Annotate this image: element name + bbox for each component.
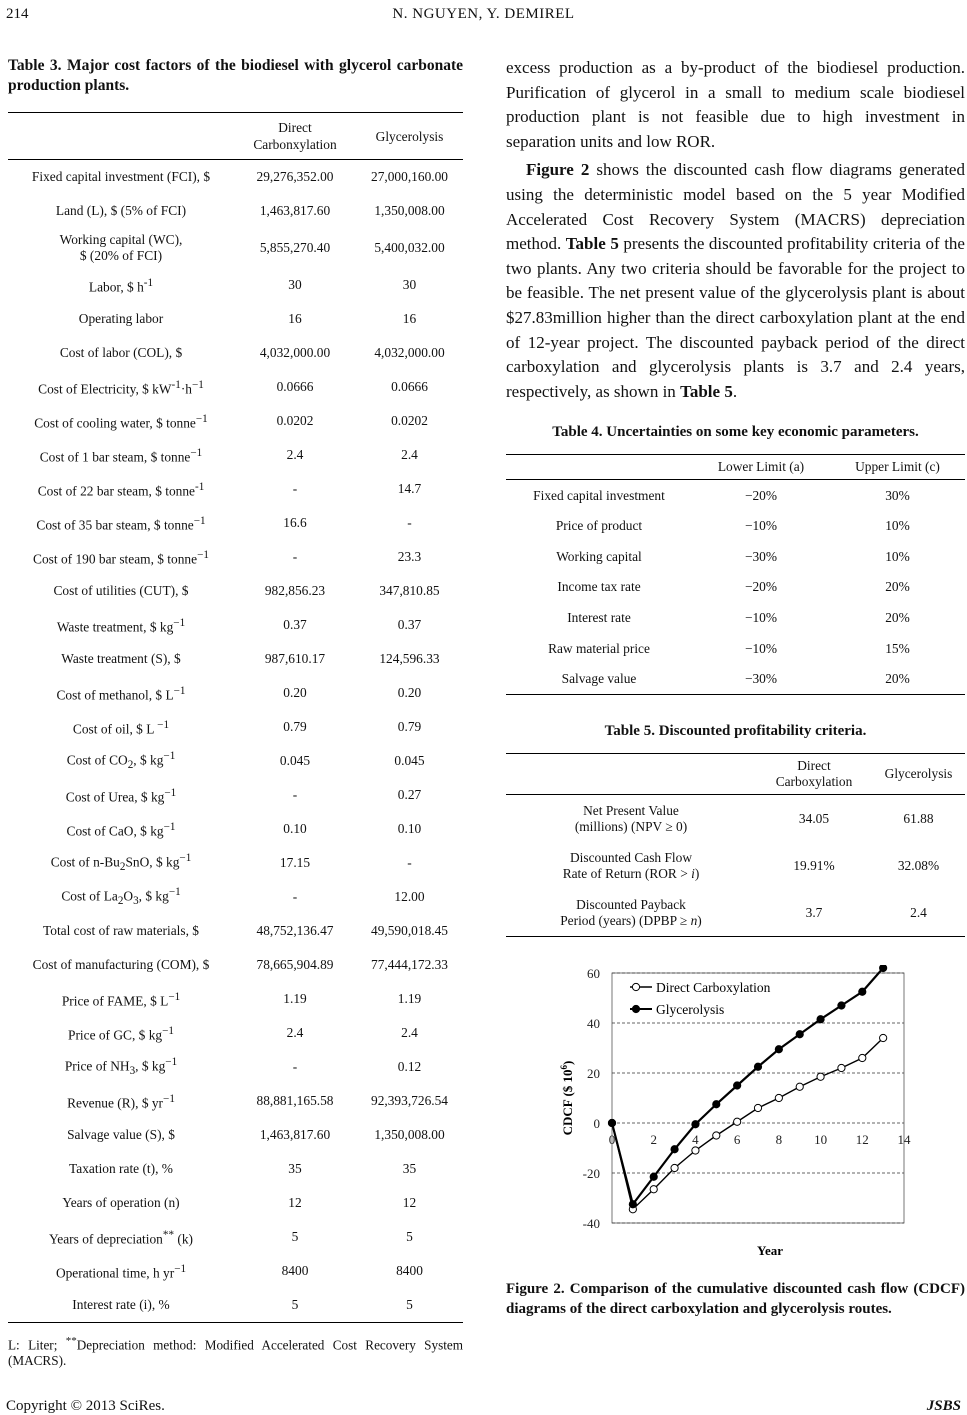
cost-factor-label: Operational time, h $yr^{-1}$ bbox=[55, 1262, 187, 1281]
data-point bbox=[608, 1120, 615, 1127]
direct-value: 0.0202 bbox=[276, 413, 314, 428]
body-paragraph-2: Figure 2 shows the discounted cash flow diagrams generated using the deterministic model based on the 5 year Modified Accelerated Cost Recovery System (MACRS) depreciation method. Table 5 presents the discounted profitability criteria of the two plants. Any two criteria should be favorable for the project to be feasible. The net present value of the glycerolysis plant is about $27.83million higher than the direct carboxylation plant at the end of 12-year project. The discounted payback period of the direct carboxylation and glycerolysis plants is 3.7 and 2.4 years, respectively, as shown in Table 5. bbox=[506, 160, 965, 401]
glycerolysis-value: 0.045 bbox=[394, 753, 425, 768]
direct-value: 0.045 bbox=[279, 753, 311, 768]
cost-factor-label: Cost of manufacturing (COM), $ bbox=[32, 957, 210, 972]
cost-factor-label: Labor, $ $h^{-1}$ bbox=[88, 276, 154, 295]
table4-header-lower: Lower Limit (a) bbox=[717, 459, 805, 475]
glycerolysis-value: 61.88 bbox=[903, 810, 934, 826]
cost-factor-label: Waste treatment, $ $kg^{-1}$ bbox=[56, 616, 186, 635]
cost-factor-label: Cost of oil, $ L $^{-1}$ bbox=[72, 718, 170, 737]
cost-factor-label: Working capital (WC), $ (20% of FCI) bbox=[59, 232, 183, 263]
direct-value: - bbox=[292, 481, 298, 496]
direct-value: 1,463,817.60 bbox=[259, 203, 331, 218]
table-row bbox=[8, 228, 463, 268]
table-row bbox=[8, 336, 463, 370]
cost-factor-label: Total cost of raw materials, $ bbox=[43, 923, 199, 938]
table-row bbox=[8, 1084, 463, 1118]
lower-limit: −10% bbox=[744, 640, 778, 656]
glycerolysis-value: 0.79 bbox=[397, 719, 422, 734]
direct-value: - bbox=[292, 549, 298, 564]
direct-value: 16 bbox=[288, 311, 302, 326]
x-tick-label: 4 bbox=[692, 1132, 699, 1148]
glycerolysis-value: 32.08% bbox=[897, 857, 940, 873]
x-tick-label: 2 bbox=[650, 1132, 657, 1148]
direct-value: 19.91% bbox=[793, 857, 835, 873]
direct-value: 78,665,904.89 bbox=[256, 957, 334, 972]
data-point bbox=[838, 1065, 845, 1072]
upper-limit: 20% bbox=[885, 671, 910, 687]
glycerolysis-value: 2.4 bbox=[401, 1025, 418, 1040]
table-row bbox=[506, 889, 965, 937]
x-tick-label: 6 bbox=[733, 1132, 741, 1148]
table-row bbox=[8, 404, 463, 438]
data-point bbox=[775, 1095, 782, 1102]
direct-value: 5 bbox=[291, 1297, 299, 1312]
direct-value: 982,856.23 bbox=[264, 583, 326, 598]
cost-factor-label: Cost of 35 bar steam, $ tonne$^{-1}$ bbox=[36, 514, 206, 533]
glycerolysis-value: 77,444,172.33 bbox=[371, 957, 448, 972]
data-point bbox=[796, 1031, 803, 1038]
criterion-label: Discounted Payback Period (years) (DPBP ≥ n) bbox=[560, 896, 702, 928]
table-row bbox=[8, 914, 463, 948]
lower-limit: −30% bbox=[744, 671, 778, 687]
direct-value: 2.4 bbox=[286, 1025, 304, 1040]
upper-limit: 20% bbox=[885, 579, 910, 595]
glycerolysis-value: 27,000,160.00 bbox=[371, 169, 448, 184]
glycerolysis-value: 12 bbox=[402, 1195, 417, 1210]
y-tick-label: 60 bbox=[587, 966, 600, 982]
glycerolysis-value: 23.3 bbox=[397, 549, 422, 564]
table-row bbox=[506, 480, 965, 511]
table-reference-2: Table 5 bbox=[680, 381, 733, 401]
table-row bbox=[506, 633, 965, 664]
cost-factor-label: Price of $NH_3$, $ $kg^{-1}$ bbox=[64, 1056, 178, 1078]
direct-value: 88,881,165.58 bbox=[256, 1093, 334, 1108]
left-column bbox=[8, 56, 463, 1369]
cost-factor-label: Cost of labor (COL), $ bbox=[59, 345, 183, 360]
legend-marker bbox=[632, 984, 639, 991]
table3-caption: Table 3. Major cost factors of the biodiesel with glycerol carbonate production plants. bbox=[8, 57, 463, 94]
cost-factor-label: Cost of $n-Bu_2SnO$, $ $kg^{-1}$ bbox=[50, 852, 192, 874]
data-point bbox=[817, 1074, 824, 1081]
glycerolysis-value: 14.7 bbox=[397, 481, 422, 496]
table-row bbox=[8, 676, 463, 710]
parameter-label: Salvage value bbox=[561, 671, 637, 687]
direct-value: 0.37 bbox=[283, 617, 307, 632]
table-row bbox=[8, 710, 463, 744]
data-point bbox=[796, 1084, 803, 1091]
journal-abbrev: JSBS bbox=[926, 1398, 961, 1414]
direct-value: 5 bbox=[291, 1229, 299, 1244]
direct-value: 30 bbox=[288, 277, 302, 292]
direct-value: - bbox=[292, 787, 298, 802]
series-line-1 bbox=[612, 1038, 883, 1209]
table-row bbox=[8, 1288, 463, 1323]
cost-factor-label: Years of depreciation** (k) bbox=[48, 1228, 194, 1247]
glycerolysis-value: 0.10 bbox=[397, 821, 422, 836]
x-tick-label: 0 bbox=[608, 1132, 616, 1148]
glycerolysis-value: 0.0666 bbox=[391, 379, 428, 394]
table-row bbox=[506, 542, 965, 573]
glycerolysis-value: 30 bbox=[402, 277, 417, 292]
table-row bbox=[8, 982, 463, 1016]
parameter-label: Interest rate bbox=[567, 609, 631, 625]
upper-limit: 20% bbox=[885, 609, 910, 625]
parameter-label: Price of product bbox=[555, 518, 643, 534]
glycerolysis-value: 12.00 bbox=[394, 889, 425, 904]
lower-limit: −30% bbox=[744, 548, 778, 564]
table5-header-direct: Direct Carboxylation bbox=[775, 758, 853, 790]
data-point bbox=[859, 1055, 866, 1062]
cost-factor-label: Operating labor bbox=[78, 311, 164, 326]
y-tick-label: -20 bbox=[582, 1166, 600, 1182]
page-header bbox=[0, 6, 967, 28]
data-point bbox=[692, 1121, 699, 1128]
direct-value: 8400 bbox=[281, 1263, 309, 1278]
direct-value: 0.0666 bbox=[276, 379, 314, 394]
table-row bbox=[8, 1016, 463, 1050]
upper-limit: 15% bbox=[885, 640, 910, 656]
table-row bbox=[8, 1050, 463, 1084]
cost-factor-label: Cost of utilities (CUT), $ bbox=[53, 583, 189, 598]
table-row bbox=[8, 1152, 463, 1186]
y-axis-label: CDCF ($ $10^6$) bbox=[559, 1061, 575, 1136]
glycerolysis-value: 124,596.33 bbox=[379, 651, 440, 666]
table-row bbox=[506, 511, 965, 542]
cost-factor-label: Interest rate (i), % bbox=[72, 1297, 170, 1312]
table-row bbox=[8, 370, 463, 404]
data-point bbox=[775, 1046, 782, 1053]
glycerolysis-value: 0.37 bbox=[397, 617, 422, 632]
parameter-label: Working capital bbox=[556, 548, 642, 564]
glycerolysis-value: 0.0202 bbox=[391, 413, 428, 428]
cost-factor-label: Cost of $CO_2$, $ $kg^{-1}$ bbox=[66, 750, 176, 772]
table-row bbox=[8, 194, 463, 228]
direct-value: 5,855,270.40 bbox=[259, 240, 331, 255]
right-column bbox=[506, 56, 965, 1319]
glycerolysis-value: 347,810.85 bbox=[379, 583, 440, 598]
running-head-authors: N. NGUYEN, Y. DEMIREL bbox=[392, 6, 575, 22]
table4-header-row bbox=[506, 455, 965, 480]
data-point bbox=[671, 1146, 678, 1153]
table-row bbox=[8, 1186, 463, 1220]
data-point bbox=[838, 1002, 845, 1009]
cost-factor-label: Waste treatment (S), $ bbox=[61, 651, 181, 666]
direct-value: 0.20 bbox=[283, 685, 307, 700]
lower-limit: −20% bbox=[744, 579, 778, 595]
cost-factor-label: Cost of 22 bar steam, $ tonne$^{-1}$ bbox=[37, 480, 205, 499]
body-paragraph-1: excess production as a by-product of the biodiesel production. Purification of glycerol in a small to medium scale biodiesel production plant is not feasible due to high investment in separation units and low ROR. bbox=[506, 58, 965, 151]
figure-reference: Figure 2 bbox=[526, 160, 590, 180]
table-row bbox=[8, 472, 463, 506]
page-number: 214 bbox=[6, 6, 29, 22]
data-point bbox=[650, 1174, 657, 1181]
table-row bbox=[8, 160, 463, 195]
table-row bbox=[8, 1254, 463, 1288]
cost-factor-label: Cost of cooling water, $ tonne$^{-1}$ bbox=[34, 412, 208, 431]
data-point bbox=[692, 1147, 699, 1154]
table-row bbox=[8, 948, 463, 982]
data-point bbox=[629, 1201, 636, 1208]
data-point bbox=[859, 989, 866, 996]
lower-limit: −10% bbox=[744, 518, 778, 534]
glycerolysis-value: 0.12 bbox=[397, 1059, 422, 1074]
direct-value: 4,032,000.00 bbox=[259, 345, 331, 360]
table3-header-direct: Direct Carbonxylation bbox=[253, 120, 337, 152]
glycerolysis-value: - bbox=[407, 855, 412, 870]
table-row bbox=[8, 1220, 463, 1254]
direct-value: 48,752,136.47 bbox=[256, 923, 334, 938]
table5-header-blank bbox=[506, 754, 756, 795]
direct-value: 34.05 bbox=[798, 810, 830, 826]
cost-factor-label: Revenue (R), $ $yr^{-1}$ bbox=[67, 1092, 175, 1111]
table4-header-upper: Upper Limit (c) bbox=[855, 459, 940, 475]
table-row bbox=[8, 812, 463, 846]
y-tick-label: 0 bbox=[593, 1116, 600, 1132]
legend-marker bbox=[632, 1006, 639, 1013]
cost-factor-label: Price of FAME, $ $L^{-1}$ bbox=[61, 990, 181, 1009]
glycerolysis-value: 1,350,008.00 bbox=[374, 1127, 445, 1142]
table3-header-glycerolysis: Glycerolysis bbox=[375, 128, 444, 144]
data-point bbox=[734, 1082, 741, 1089]
cost-factor-label: Price of GC, $ $kg^{-1}$ bbox=[68, 1024, 174, 1043]
table4-caption: Table 4. Uncertainties on some key economic parameters. bbox=[552, 424, 919, 441]
table5-header-glycerolysis: Glycerolysis bbox=[884, 766, 953, 782]
data-point bbox=[734, 1119, 741, 1126]
glycerolysis-value: 8400 bbox=[396, 1263, 423, 1278]
table-reference: Table 5 bbox=[565, 234, 619, 254]
table-row bbox=[506, 603, 965, 634]
glycerolysis-value: 2.4 bbox=[910, 904, 927, 920]
table-row bbox=[8, 574, 463, 608]
data-point bbox=[713, 1132, 720, 1139]
y-tick-label: 20 bbox=[587, 1066, 600, 1082]
legend-label: Direct Carboxylation bbox=[656, 980, 771, 996]
cost-factor-label: Taxation rate (t), % bbox=[69, 1161, 173, 1176]
table-row bbox=[8, 608, 463, 642]
x-tick-label: 14 bbox=[897, 1132, 911, 1148]
cost-factor-label: Cost of 190 bar steam, $ tonne$^{-1}$ bbox=[33, 548, 209, 567]
cost-factor-label: Cost of Urea, $ $kg^{-1}$ bbox=[65, 786, 177, 805]
direct-value: 17.15 bbox=[279, 855, 311, 870]
table-row bbox=[8, 846, 463, 880]
table-row bbox=[8, 540, 463, 574]
criterion-label: Discounted Cash Flow Rate of Return (ROR > i) bbox=[562, 849, 700, 881]
cost-factor-label: Fixed capital investment (FCI), $ bbox=[31, 169, 211, 184]
direct-value: 3.7 bbox=[805, 904, 823, 920]
upper-limit: 30% bbox=[885, 487, 910, 503]
x-tick-label: 10 bbox=[814, 1132, 828, 1148]
table-row bbox=[8, 642, 463, 676]
table3-header-blank bbox=[8, 113, 234, 160]
table4-header-blank bbox=[506, 455, 692, 480]
figure2-caption: Figure 2. Comparison of the cumulative discounted cash flow (CDCF) diagrams of the direct carboxylation and glycerolysis routes. bbox=[506, 1281, 965, 1318]
data-point bbox=[671, 1165, 678, 1172]
table-row bbox=[8, 744, 463, 778]
legend-label: Glycerolysis bbox=[656, 1002, 725, 1018]
data-point bbox=[817, 1016, 824, 1023]
direct-value: 16.6 bbox=[283, 515, 307, 530]
lower-limit: −10% bbox=[744, 609, 778, 625]
table5-header-row bbox=[506, 754, 965, 795]
uncertainty-table bbox=[506, 454, 965, 695]
x-tick-label: 12 bbox=[855, 1132, 869, 1148]
cost-factor-label: Cost of 1 bar steam, $ tonne$^{-1}$ bbox=[39, 446, 203, 465]
cost-factor-label: Years of operation (n) bbox=[62, 1195, 180, 1210]
table-row bbox=[506, 842, 965, 889]
x-axis-label: Year bbox=[757, 1243, 783, 1259]
lower-limit: −20% bbox=[744, 487, 778, 503]
cdcf-chart-svg bbox=[506, 965, 965, 1265]
glycerolysis-value: 0.27 bbox=[397, 787, 422, 802]
glycerolysis-value: 2.4 bbox=[401, 447, 418, 462]
parameter-label: Raw material price bbox=[548, 640, 650, 656]
cost-factor-label: Cost of CaO, $ $kg^{-1}$ bbox=[66, 820, 176, 839]
table-row bbox=[506, 795, 965, 843]
direct-value: 2.4 bbox=[286, 447, 304, 462]
glycerolysis-value: 92,393,726.54 bbox=[371, 1093, 448, 1108]
table-row bbox=[8, 778, 463, 812]
glycerolysis-value: 5,400,032.00 bbox=[374, 240, 445, 255]
table5-caption: Table 5. Discounted profitability criteria. bbox=[604, 723, 867, 740]
data-point bbox=[754, 1105, 761, 1112]
parameter-label: Income tax rate bbox=[557, 579, 641, 595]
table-row bbox=[8, 880, 463, 914]
data-point bbox=[880, 1035, 887, 1042]
criterion-label: Net Present Value (millions) (NPV ≥ 0) bbox=[574, 802, 688, 834]
table-row bbox=[506, 572, 965, 603]
glycerolysis-value: 5 bbox=[406, 1297, 413, 1312]
direct-value: 1,463,817.60 bbox=[259, 1127, 331, 1142]
cost-factor-label: Cost of methanol, $ $L^{-1}$ bbox=[56, 684, 186, 703]
direct-value: - bbox=[292, 1059, 298, 1074]
data-point bbox=[713, 1101, 720, 1108]
data-point bbox=[880, 965, 887, 972]
y-tick-label: 40 bbox=[587, 1016, 600, 1032]
glycerolysis-value: 4,032,000.00 bbox=[374, 345, 445, 360]
table-row bbox=[8, 268, 463, 302]
direct-value: - bbox=[292, 889, 298, 904]
y-tick-label: -40 bbox=[582, 1216, 600, 1232]
direct-value: 29,276,352.00 bbox=[256, 169, 334, 184]
glycerolysis-value: 1,350,008.00 bbox=[374, 203, 445, 218]
profitability-table bbox=[506, 753, 965, 937]
glycerolysis-value: 16 bbox=[402, 311, 417, 326]
cost-factor-label: Cost of $La_2O_3$, $ $kg^{-1}$ bbox=[61, 886, 181, 908]
direct-value: 1.19 bbox=[283, 991, 307, 1006]
parameter-label: Fixed capital investment bbox=[533, 487, 665, 503]
cdcf-chart bbox=[506, 965, 965, 1265]
table-row bbox=[506, 664, 965, 695]
upper-limit: 10% bbox=[885, 518, 910, 534]
glycerolysis-value: 5 bbox=[406, 1229, 413, 1244]
data-point bbox=[754, 1064, 761, 1071]
copyright-text: Copyright © 2013 SciRes. bbox=[6, 1398, 165, 1414]
cost-factors-table bbox=[8, 112, 463, 1323]
glycerolysis-value: 0.20 bbox=[397, 685, 422, 700]
table3-footnote: L: Liter; **Depreciation method: Modified Accelerated Cost Recovery System (MACRS). bbox=[8, 1335, 463, 1369]
glycerolysis-value: 49,590,018.45 bbox=[371, 923, 448, 938]
direct-value: 35 bbox=[288, 1161, 302, 1176]
direct-value: 0.10 bbox=[283, 821, 307, 836]
direct-value: 0.79 bbox=[283, 719, 307, 734]
cost-factor-label: Cost of Electricity, $ $kW^{-1}\cdot h^{-1}$ bbox=[38, 378, 204, 397]
cost-factor-label: Salvage value (S), $ bbox=[67, 1127, 175, 1142]
upper-limit: 10% bbox=[885, 548, 910, 564]
direct-value: 12 bbox=[288, 1195, 302, 1210]
glycerolysis-value: - bbox=[407, 515, 412, 530]
table-row bbox=[8, 438, 463, 472]
table3-header-row bbox=[8, 113, 463, 160]
glycerolysis-value: 1.19 bbox=[397, 991, 422, 1006]
data-point bbox=[650, 1186, 657, 1193]
glycerolysis-value: 35 bbox=[402, 1161, 417, 1176]
table-row bbox=[8, 506, 463, 540]
cost-factor-label: Land (L), $ (5% of FCI) bbox=[55, 203, 187, 218]
table-row bbox=[8, 302, 463, 336]
table-row bbox=[8, 1118, 463, 1152]
x-tick-label: 8 bbox=[775, 1132, 783, 1148]
direct-value: 987,610.17 bbox=[264, 651, 326, 666]
